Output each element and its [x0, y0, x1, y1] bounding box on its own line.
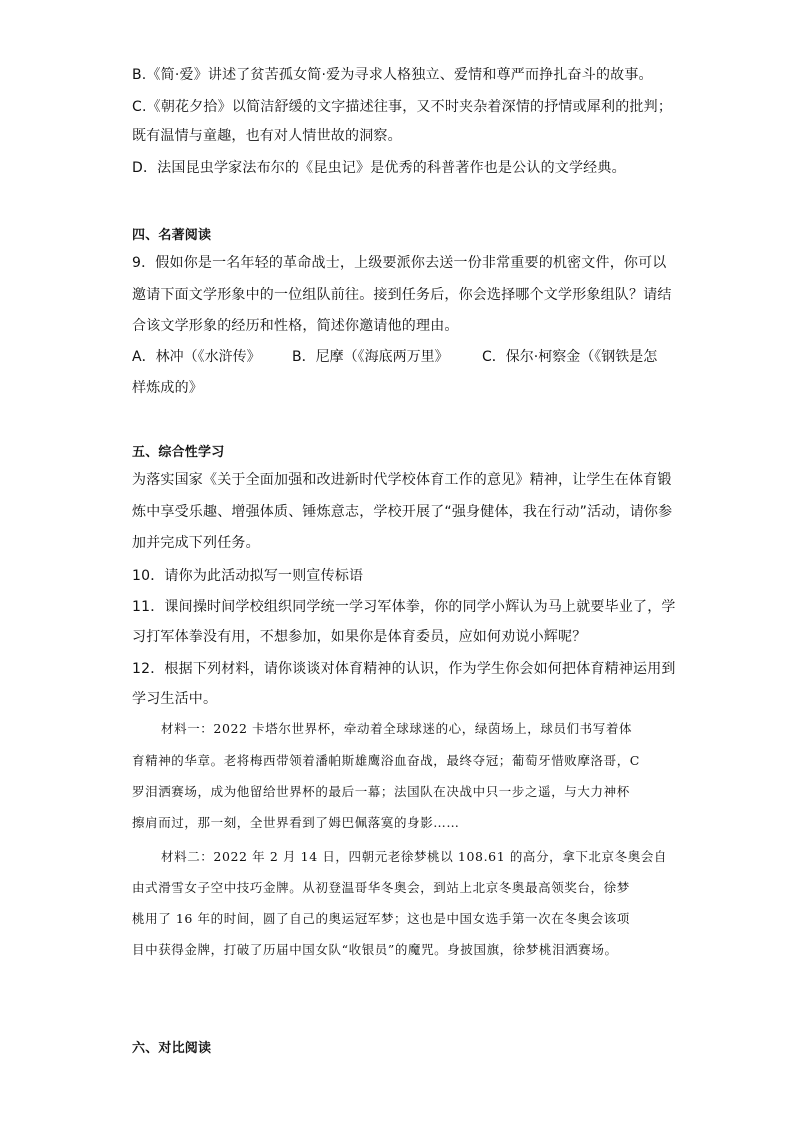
question-9-line-1: 9．假如你是一名年轻的革命战士，上级要派你去送一份非常重要的机密文件，你可以	[132, 255, 667, 271]
question-10: 10．请你为此活动拟写一则宣传标语	[132, 568, 364, 584]
option-a-linchong: A．林冲（《水浒传》	[132, 349, 261, 365]
intro-line-2: 炼中享受乐趣、增强体质、锤炼意志，学校开展了“强身健体，我在行动”活动，请你参	[132, 504, 673, 520]
material-1-line-2: 育精神的华章。老将梅西带领着潘帕斯雄鹰浴血奋战，最终夺冠；葡萄牙惜败摩洛哥，C	[132, 753, 640, 768]
option-b-text: B.《简·爱》讲述了贫苦孤女简·爱为寻求人格独立、爱情和尊严而挣扎奋斗的故事。	[132, 67, 653, 83]
option-c-text: C.《朝花夕拾》以简洁舒缓的文字描述往事，又不时夹杂着深情的抒情或犀利的批判；	[132, 99, 673, 115]
question-12-line-2: 学习生活中。	[132, 691, 218, 707]
question-12-line-1: 12．根据下列材料，请你谈谈对体育精神的认识，作为学生你会如何把体育精神运用到	[132, 661, 676, 677]
question-11-line-1: 11．课间操时间学校组织同学统一学习军体拳，你的同学小辉认为马上就要毕业了，学	[132, 599, 676, 615]
question-9-options	[132, 348, 657, 366]
intro-line-1: 为落实国家《关于全面加强和改进新时代学校体育工作的意见》精神，让学生在体育锻	[132, 472, 672, 488]
question-9-line-3: 合该文学形象的经历和性格，简述你邀请他的理由。	[132, 318, 459, 334]
material-1-line-4: 擦肩而过，那一刻，全世界看到了姆巴佩落寞的身影……	[132, 815, 460, 830]
material-1-line-1: 材料一：2022 卡塔尔世界杯，牵动着全球球迷的心，绿茵场上，球员们书写着体	[161, 721, 633, 736]
material-2-line-3: 桃用了 16 年的时间，圆了自己的奥运冠军梦；这也是中国女选手第一次在冬奥会该项	[132, 911, 630, 926]
material-2-line-1: 材料二：2022 年 2 月 14 日，四朝元老徐梦桃以 108.61 的高分，拿下北京冬奥会自	[161, 849, 668, 864]
option-c-pavel: C．保尔·柯察金（《钢铁是怎	[482, 349, 658, 365]
section-heading-5: 五、综合性学习	[132, 445, 225, 460]
material-2-line-4: 目中获得金牌，打破了历届中国女队“收银员”的魔咒。身披国旗，徐梦桃泪洒赛场。	[132, 942, 618, 957]
option-c-continuation: 样炼成的》	[132, 380, 203, 396]
section-heading-6: 六、对比阅读	[132, 1041, 212, 1056]
material-1-line-3: 罗泪洒赛场，成为他留给世界杯的最后一幕；法国队在决战中只一步之遥，与大力神杯	[132, 784, 630, 799]
option-b-nemo: B．尼摩（《海底两万里》	[292, 349, 449, 365]
question-11-line-2: 习打军体拳没有用，不想参加，如果你是体育委员，应如何劝说小辉呢？	[132, 629, 587, 645]
intro-line-3: 加并完成下列任务。	[132, 535, 260, 551]
section-heading-4: 四、名著阅读	[132, 228, 212, 243]
option-d-text: D．法国昆虫学家法布尔的《昆虫记》是优秀的科普著作也是公认的文学经典。	[132, 160, 626, 176]
material-2-line-2: 由式滑雪女子空中技巧金牌。从初登温哥华冬奥会，到站上北京冬奥最高领奖台，徐梦	[132, 880, 630, 895]
option-c-text-cont: 既有温情与童趣，也有对人情世故的洞察。	[132, 128, 402, 144]
question-9-line-2: 邀请下面文学形象中的一位组队前往。接到任务后，你会选择哪个文学形象组队？请结	[132, 287, 672, 303]
